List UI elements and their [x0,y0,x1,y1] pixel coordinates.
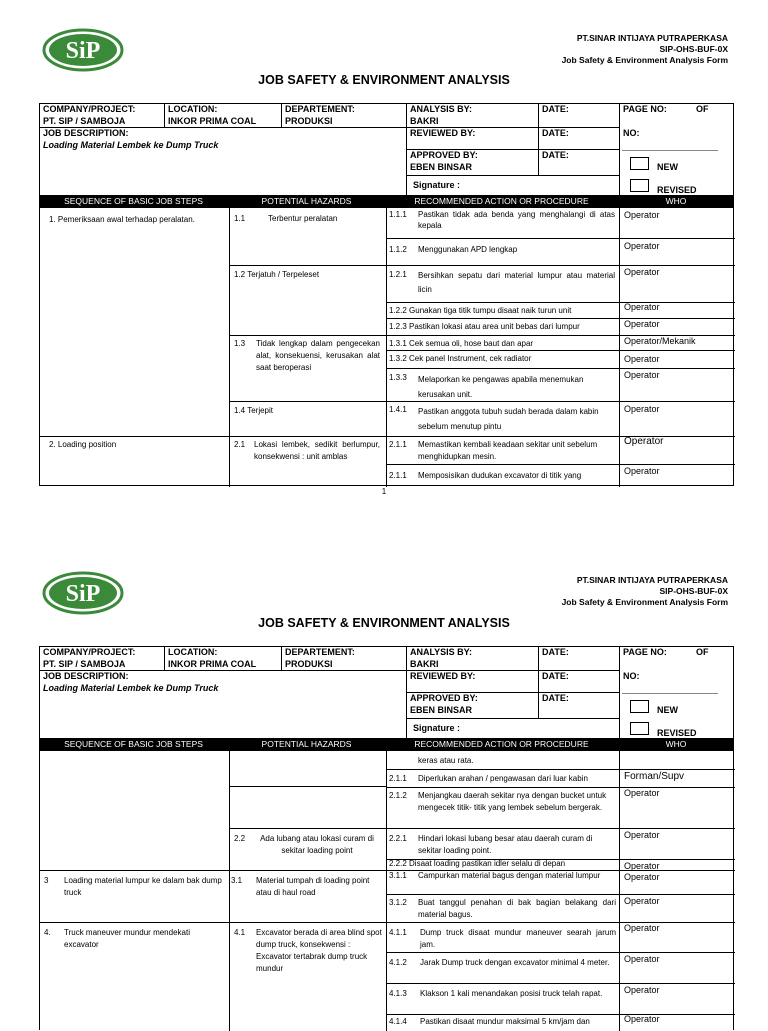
step-4-num: 4. [44,928,51,937]
action-1-1-1-num: 1.1.1 [389,210,407,219]
action-1-2-2: 1.2.2 Gunakan tiga titik tumpu disaat naik turun unit [389,306,572,315]
action-1-3-1: 1.3.1 Cek semua oli, hose baut dan apar [389,339,534,348]
company-block [562,575,728,608]
step-3: Loading material lumpur ke dalam bak dump truck [64,876,222,897]
action-3-1-1-num: 3.1.1 [389,871,407,880]
action-2-1-continued: keras atau rata. [418,756,474,765]
svg-text:SiP: SiP [65,38,101,64]
date-label-2: DATE: [542,671,569,681]
col-steps: SEQUENCE OF BASIC JOB STEPS [64,739,203,749]
page-number: 1 [381,487,387,496]
hazard-1-4: 1.4 Terjepit [234,406,273,415]
who-2-1-1b: Operator [624,466,660,476]
hazard-1-1-num: 1.1 [234,214,246,223]
no-label: NO: [623,128,640,138]
revised-checkbox[interactable] [630,722,649,735]
approved-value: EBEN BINSAR [410,161,473,172]
hazard-1-1: Terbentur peralatan [268,214,338,223]
who-2-1-1: Operator [624,436,664,447]
page-no-label: PAGE NO: [623,647,667,657]
revised-label: REVISED [657,728,697,738]
signature-label: Signature : [413,180,461,190]
job-description-label: JOB DESCRIPTION: [43,128,129,138]
action-2-1-1-num: 2.1.1 [389,440,407,449]
new-checkbox[interactable] [630,700,649,713]
svg-text:SiP: SiP [65,581,101,607]
hazard-3-1-num: 3.1 [231,876,243,885]
header-table [39,646,734,739]
action-1-2-1-num: 1.2.1 [389,270,407,279]
signature-label: Signature : [413,723,461,733]
who-4-1-1: Operator [624,923,660,933]
of-label: OF [696,104,709,114]
analysis-label: ANALYSIS BY: [410,104,473,114]
company-value: PT. SIP / SAMBOJA [43,115,126,126]
page-title: JOB SAFETY & ENVIRONMENT ANALYSIS [258,616,510,630]
action-4-1-3-num: 4.1.3 [389,989,407,998]
location-label: LOCATION: [168,104,218,114]
hazard-2-1: Lokasi lembek, sedikit berlumpur, konsekwensi : unit amblas [254,440,380,461]
new-label: NEW [657,162,678,172]
job-description-value: Loading Material Lembek ke Dump Truck [43,139,219,150]
date-label: DATE: [542,647,569,657]
company-name: PT.SINAR INTIJAYA PUTRAPERKASA [576,33,728,43]
who-4-1-2: Operator [624,954,660,964]
job-description-label: JOB DESCRIPTION: [43,671,129,681]
action-1-2-3: 1.2.3 Pastikan lokasi atau area unit bebas dari lumpur [389,322,580,331]
revised-label: REVISED [657,185,697,195]
step-3-num: 3 [44,876,49,885]
who-1-2-3: Operator [624,319,660,329]
action-1-3-2: 1.3.2 Cek panel Instrument, cek radiator [389,354,532,363]
action-1-2-1: Bersihkan sepatu dari material lumpur atau material licin [418,271,615,294]
who-4-1-4: Operator [624,1014,660,1024]
action-4-1-1: Dump truck disaat mundur maneuver searah jarum jam. [420,928,616,949]
dept-value: PRODUKSI [285,658,333,669]
location-value: INKOR PRIMA COAL [168,115,257,126]
who-4-1-3: Operator [624,985,660,995]
action-1-4-1-num: 1.4.1 [389,405,407,414]
action-1-3-3: Melaporkan ke pengawas apabila menemukan kerusakan unit. [418,375,584,399]
action-2-1-1-num: 2.1.1 [389,774,407,783]
column-header-bar [39,739,734,750]
dept-value: PRODUKSI [285,115,333,126]
approved-label: APPROVED BY: [410,693,478,703]
dept-label: DEPARTEMENT: [285,647,355,657]
who-1-3-1: Operator/Mekanik [624,336,696,346]
action-1-1-2-num: 1.1.2 [389,245,407,254]
action-3-1-2: Buat tanggul penahan di bak bagian belakang dari material bagus. [418,898,616,919]
action-1-4-1: Pastikan anggota tubuh sudah berada dalam kabin sebelum menutup pintu [418,407,599,431]
action-2-1-1b: Memposisikan dudukan excavator di titik yang [418,471,582,480]
page-no-label: PAGE NO: [623,104,667,114]
hazard-2-1-num: 2.1 [234,440,246,449]
location-label: LOCATION: [168,647,218,657]
who-1-2-1: Operator [624,267,660,277]
action-4-1-4-num: 4.1.4 [389,1017,407,1026]
dept-label: DEPARTEMENT: [285,104,355,114]
who-2-1-2: Operator [624,788,660,798]
action-2-1-2: Menjangkau daerah sekitar nya dengan bucket untuk mengecek titik- titik yang lembek sebelum bergerak. [418,791,607,812]
hazard-4-1: Excavator berada di area blind spot dump truck, konsekwensi : Excavator tertabrak dump truck mundur [256,928,382,973]
who-1-1-2: Operator [624,241,660,251]
who-1-3-3: Operator [624,370,660,380]
who-2-2-1: Operator [624,830,660,840]
who-2-2-2: Operator [624,861,660,871]
col-hazards: POTENTIAL HAZARDS [261,196,352,206]
date-label-3: DATE: [542,693,569,703]
new-label: NEW [657,705,678,715]
analysis-value: BAKRI [410,115,439,126]
doc-code: SIP-OHS-BUF-0X [659,44,728,54]
form-name: Job Safety & Environment Analysis Form [561,55,728,65]
page-title: JOB SAFETY & ENVIRONMENT ANALYSIS [258,73,510,87]
company-name: PT.SINAR INTIJAYA PUTRAPERKASA [576,575,728,585]
col-who: WHO [665,196,687,206]
action-4-1-1-num: 4.1.1 [389,928,407,937]
form-name: Job Safety & Environment Analysis Form [561,597,728,607]
col-who: WHO [665,739,687,749]
sip-logo [42,571,124,615]
action-4-1-2: Jarak Dump truck dengan excavator minimal 4 meter. [420,958,610,967]
reviewed-label: REVIEWED BY: [410,671,476,681]
action-4-1-4: Pastikan disaat mundur maksimal 5 km/jam dan [420,1017,590,1026]
no-label: NO: [623,671,640,681]
step-4: Truck maneuver mundur mendekati excavator [64,928,190,949]
who-1-3-2: Operator [624,354,660,364]
who-3-1-1: Operator [624,872,660,882]
action-2-1-1b-num: 2.1.1 [389,471,407,480]
hazard-2-2-num: 2.2 [234,834,246,843]
action-2-1-1: Memastikan kembali keadaan sekitar unit sebelum menghidupkan mesin. [418,440,598,461]
step-1: 1. Pemeriksaan awal terhadap peralatan. [49,215,195,224]
date-label-2: DATE: [542,128,569,138]
who-2-1-1: Forman/Supv [624,771,685,782]
action-4-1-3: Klakson 1 kali menandakan posisi truck telah rapat. [420,989,603,998]
action-2-2-1-num: 2.2.1 [389,834,407,843]
doc-code: SIP-OHS-BUF-0X [659,586,728,596]
jsa-table-page2 [39,750,734,1030]
company-value: PT. SIP / SAMBOJA [43,658,126,669]
col-actions: RECOMMENDED ACTION OR PROCEDURE [414,739,589,749]
approved-label: APPROVED BY: [410,150,478,160]
company-label: COMPANY/PROJECT: [43,104,136,114]
hazard-1-3-num: 1.3 [234,339,246,348]
analysis-value: BAKRI [410,658,439,669]
action-3-1-2-num: 3.1.2 [389,898,407,907]
hazard-4-1-num: 4.1 [234,928,246,937]
approved-value: EBEN BINSAR [410,704,473,715]
action-2-1-1: Diperlukan arahan / pengawasan dari luar kabin [418,774,588,783]
action-2-2-1: Hindari lokasi lubang besar atau daerah curam di sekitar loading point. [418,834,593,855]
date-label-3: DATE: [542,150,569,160]
step-2: 2. Loading position [49,440,117,449]
hazard-1-2: 1.2 Terjatuh / Terpeleset [234,270,320,279]
of-label: OF [696,647,709,657]
hazard-1-3: Tidak lengkap dalam pengecekan alat, konsekuensi, kerusakan alat saat beroperasi [256,339,380,372]
who-3-1-2: Operator [624,896,660,906]
action-2-1-2-num: 2.1.2 [389,791,407,800]
who-1-2-2: Operator [624,302,660,312]
action-4-1-2-num: 4.1.2 [389,958,407,967]
col-hazards: POTENTIAL HAZARDS [261,739,352,749]
analysis-label: ANALYSIS BY: [410,647,473,657]
hazard-2-2: Ada lubang atau lokasi curam di sekitar loading point [260,834,374,855]
action-1-1-2: Menggunakan APD lengkap [418,245,518,254]
action-2-2-2: 2.2.2 Disaat loading pastikan idler selalu di depan [389,859,566,868]
col-steps: SEQUENCE OF BASIC JOB STEPS [64,196,203,206]
date-label: DATE: [542,104,569,114]
action-1-1-1: Pastikan tidak ada benda yang menghalangi di atas kepala [418,210,615,230]
hazard-3-1: Material tumpah di loading point atau di haul road [256,876,370,897]
action-3-1-1: Campurkan material bagus dengan material lumpur [418,871,601,880]
job-description-value: Loading Material Lembek ke Dump Truck [43,682,219,693]
col-actions: RECOMMENDED ACTION OR PROCEDURE [414,196,589,206]
who-1-1-1: Operator [624,210,660,220]
action-1-3-3-num: 1.3.3 [389,373,407,382]
company-label: COMPANY/PROJECT: [43,647,136,657]
location-value: INKOR PRIMA COAL [168,658,257,669]
who-1-4-1: Operator [624,404,660,414]
reviewed-label: REVIEWED BY: [410,128,476,138]
